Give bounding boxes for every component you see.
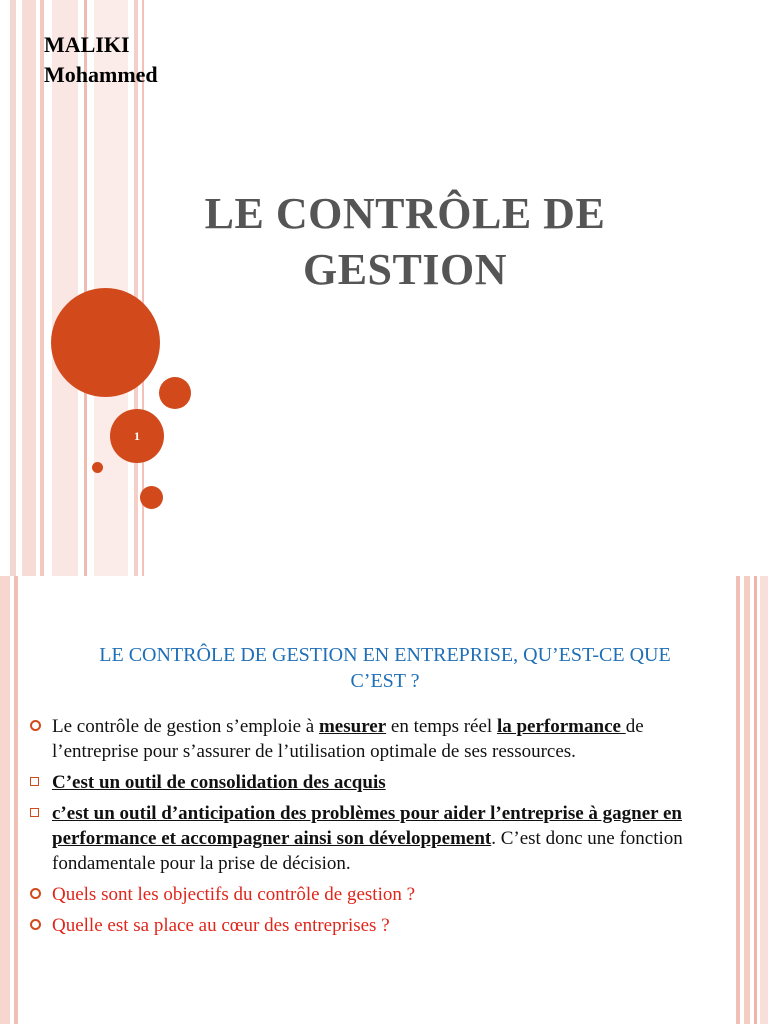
bullet-text: la performance bbox=[496, 716, 626, 737]
bullet-text: Quelle est sa place au cœur des entreprises ? bbox=[52, 915, 390, 936]
author-line-2: Mohammed bbox=[44, 62, 158, 87]
decorative-stripe bbox=[22, 0, 36, 576]
page-number: 1 bbox=[134, 429, 140, 443]
bullet-item bbox=[30, 770, 730, 795]
decorative-stripe bbox=[10, 0, 16, 576]
decorative-stripe bbox=[14, 576, 18, 1024]
tiny-circle-icon bbox=[92, 462, 103, 473]
circle-bullet-icon bbox=[30, 888, 41, 899]
small-circle-icon bbox=[159, 377, 191, 409]
decorative-stripe bbox=[744, 576, 750, 1024]
slide-title bbox=[150, 186, 660, 298]
content-slide bbox=[0, 576, 768, 1024]
bullet-text: Quels sont les objectifs du contrôle de gestion ? bbox=[52, 884, 416, 905]
decorative-stripe bbox=[754, 576, 757, 1024]
bullet-list bbox=[30, 714, 730, 944]
bullet-text: en temps réel bbox=[386, 716, 497, 737]
decorative-stripe bbox=[736, 576, 740, 1024]
bullet-text: Le contrôle de gestion s’emploie à bbox=[52, 716, 319, 737]
large-circle-icon bbox=[51, 288, 160, 397]
slide-title-line-1: LE CONTRÔLE DE bbox=[204, 189, 606, 238]
square-bullet-icon bbox=[30, 808, 39, 817]
slide-title bbox=[40, 642, 730, 694]
bullet-text: c’est un outil d’anticipation des problèmes pour aider l’entreprise à gagner en performance et accompagner ainsi son développement bbox=[52, 803, 682, 849]
author-line-1: MALIKI bbox=[44, 32, 130, 57]
bullet-text: de l’entreprise pour s’assurer de l’utilisation optimale de ses ressources. bbox=[52, 716, 644, 762]
square-bullet-icon bbox=[30, 777, 39, 786]
bullet-text: C’est un outil de consolidation des acquis bbox=[52, 772, 386, 793]
bullet-item bbox=[30, 714, 730, 764]
circle-bullet-icon bbox=[30, 919, 41, 930]
slide-title-line-2: C’EST ? bbox=[350, 670, 420, 692]
bullet-text: mesurer bbox=[318, 716, 387, 737]
small-circle-icon bbox=[140, 486, 163, 509]
bullet-item bbox=[30, 882, 730, 907]
bullet-item bbox=[30, 801, 730, 876]
bullet-item bbox=[30, 913, 730, 938]
slide-title-line-1: LE CONTRÔLE DE GESTION EN ENTREPRISE, QU’EST-CE QUE bbox=[99, 644, 671, 666]
slide-title-line-2: GESTION bbox=[302, 245, 507, 294]
decorative-stripe bbox=[0, 576, 10, 1024]
bullet-text: . C’est donc une fonction fondamentale pour la prise de décision. bbox=[52, 828, 683, 874]
author-name bbox=[44, 30, 158, 90]
circle-bullet-icon bbox=[30, 720, 41, 731]
decorative-stripe bbox=[760, 576, 768, 1024]
